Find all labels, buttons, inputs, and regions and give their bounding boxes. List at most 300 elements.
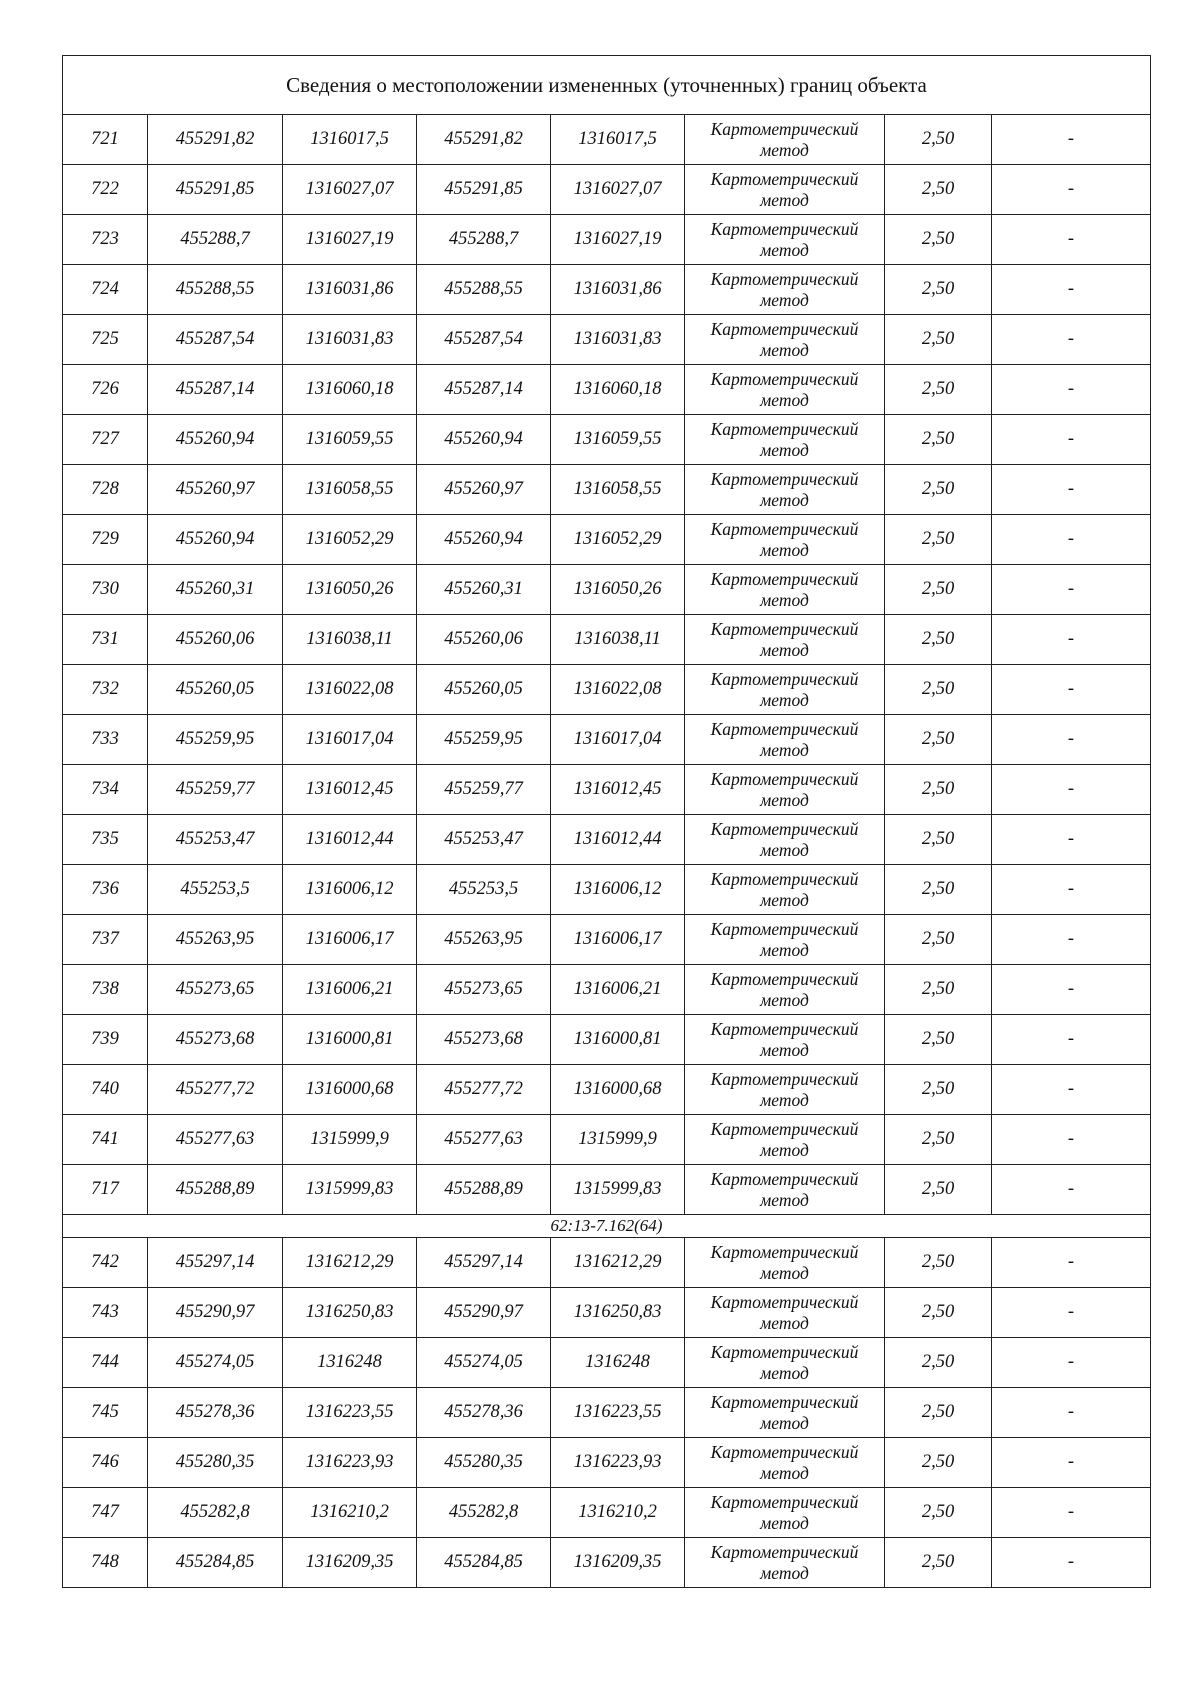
method-line-2: метод [760, 289, 809, 310]
y-new-cell: 1316027,07 [551, 165, 685, 215]
method-cell [685, 1015, 885, 1065]
y-new-cell: 1316212,29 [551, 1238, 685, 1288]
table-row [63, 615, 1151, 665]
point-number-cell: 731 [63, 615, 148, 665]
accuracy-cell: 2,50 [885, 1538, 992, 1588]
x-new-cell: 455287,14 [417, 365, 551, 415]
y-new-cell: 1315999,9 [551, 1115, 685, 1165]
table-title-row [63, 56, 1151, 115]
method-line-1: Картометрический [710, 1018, 859, 1039]
y-old-cell: 1316248 [283, 1338, 417, 1388]
x-old-cell: 455282,8 [148, 1488, 283, 1538]
method-line-2: метод [760, 839, 809, 860]
description-cell: - [992, 1165, 1151, 1215]
x-new-cell: 455288,89 [417, 1165, 551, 1215]
description-cell: - [992, 515, 1151, 565]
method-line-1: Картометрический [710, 168, 859, 189]
x-old-cell: 455297,14 [148, 1238, 283, 1288]
x-old-cell: 455290,97 [148, 1288, 283, 1338]
y-old-cell: 1316012,44 [283, 815, 417, 865]
x-new-cell: 455291,85 [417, 165, 551, 215]
accuracy-cell: 2,50 [885, 515, 992, 565]
method-line-2: метод [760, 1312, 809, 1333]
y-old-cell: 1316031,86 [283, 265, 417, 315]
method-line-1: Картометрический [710, 1291, 859, 1312]
accuracy-cell: 2,50 [885, 765, 992, 815]
x-old-cell: 455260,94 [148, 415, 283, 465]
method-cell [685, 915, 885, 965]
x-old-cell: 455278,36 [148, 1388, 283, 1438]
method-cell [685, 365, 885, 415]
section-label: 62:13-7.162(64) [63, 1215, 1151, 1238]
x-old-cell: 455287,54 [148, 315, 283, 365]
method-line-2: метод [760, 689, 809, 710]
y-new-cell: 1316012,44 [551, 815, 685, 865]
table-row [63, 1115, 1151, 1165]
method-line-1: Картометрический [710, 318, 859, 339]
y-old-cell: 1316022,08 [283, 665, 417, 715]
point-number-cell: 745 [63, 1388, 148, 1438]
point-number-cell: 746 [63, 1438, 148, 1488]
x-old-cell: 455274,05 [148, 1338, 283, 1388]
method-cell [685, 1238, 885, 1288]
method-line-1: Картометрический [710, 1541, 859, 1562]
x-old-cell: 455273,65 [148, 965, 283, 1015]
x-new-cell: 455287,54 [417, 315, 551, 365]
method-line-1: Картометрический [710, 518, 859, 539]
x-new-cell: 455260,94 [417, 515, 551, 565]
description-cell: - [992, 965, 1151, 1015]
table-row [63, 1238, 1151, 1288]
y-old-cell: 1316006,21 [283, 965, 417, 1015]
table-row [63, 265, 1151, 315]
method-line-2: метод [760, 589, 809, 610]
accuracy-cell: 2,50 [885, 1065, 992, 1115]
x-old-cell: 455259,77 [148, 765, 283, 815]
x-new-cell: 455259,95 [417, 715, 551, 765]
y-old-cell: 1316250,83 [283, 1288, 417, 1338]
table-row [63, 515, 1151, 565]
y-new-cell: 1316017,04 [551, 715, 685, 765]
x-new-cell: 455282,8 [417, 1488, 551, 1538]
x-old-cell: 455291,82 [148, 115, 283, 165]
x-new-cell: 455284,85 [417, 1538, 551, 1588]
method-line-1: Картометрический [710, 1168, 859, 1189]
method-line-2: метод [760, 1512, 809, 1533]
accuracy-cell: 2,50 [885, 915, 992, 965]
point-number-cell: 727 [63, 415, 148, 465]
table-row [63, 1438, 1151, 1488]
accuracy-cell: 2,50 [885, 1338, 992, 1388]
table-row [63, 865, 1151, 915]
x-old-cell: 455260,94 [148, 515, 283, 565]
table-row [63, 965, 1151, 1015]
method-cell [685, 765, 885, 815]
accuracy-cell: 2,50 [885, 115, 992, 165]
x-new-cell: 455290,97 [417, 1288, 551, 1338]
accuracy-cell: 2,50 [885, 315, 992, 365]
table-row [63, 1015, 1151, 1065]
y-old-cell: 1316017,04 [283, 715, 417, 765]
description-cell: - [992, 1015, 1151, 1065]
y-old-cell: 1316050,26 [283, 565, 417, 615]
y-old-cell: 1316212,29 [283, 1238, 417, 1288]
table-row [63, 915, 1151, 965]
accuracy-cell: 2,50 [885, 815, 992, 865]
y-new-cell: 1316060,18 [551, 365, 685, 415]
method-line-2: метод [760, 1562, 809, 1583]
description-cell: - [992, 765, 1151, 815]
table-row [63, 165, 1151, 215]
x-new-cell: 455291,82 [417, 115, 551, 165]
point-number-cell: 724 [63, 265, 148, 315]
description-cell: - [992, 815, 1151, 865]
description-cell: - [992, 615, 1151, 665]
accuracy-cell: 2,50 [885, 1115, 992, 1165]
method-line-2: метод [760, 539, 809, 560]
method-cell [685, 1065, 885, 1115]
description-cell: - [992, 1388, 1151, 1438]
point-number-cell: 729 [63, 515, 148, 565]
description-cell: - [992, 1538, 1151, 1588]
y-new-cell: 1316058,55 [551, 465, 685, 515]
method-line-1: Картометрический [710, 918, 859, 939]
table-row [63, 465, 1151, 515]
x-old-cell: 455260,05 [148, 665, 283, 715]
y-old-cell: 1316031,83 [283, 315, 417, 365]
method-cell [685, 1115, 885, 1165]
method-line-2: метод [760, 1039, 809, 1060]
accuracy-cell: 2,50 [885, 965, 992, 1015]
table-title: Сведения о местоположении измененных (уточненных) границ объекта [63, 56, 1151, 115]
method-line-1: Картометрический [710, 968, 859, 989]
y-old-cell: 1316006,12 [283, 865, 417, 915]
point-number-cell: 721 [63, 115, 148, 165]
x-old-cell: 455280,35 [148, 1438, 283, 1488]
table-row [63, 215, 1151, 265]
table-row [63, 1338, 1151, 1388]
method-line-2: метод [760, 1089, 809, 1110]
point-number-cell: 730 [63, 565, 148, 615]
y-new-cell: 1316000,81 [551, 1015, 685, 1065]
table-row [63, 1165, 1151, 1215]
method-cell [685, 265, 885, 315]
table-row [63, 1388, 1151, 1438]
method-cell [685, 215, 885, 265]
method-cell [685, 165, 885, 215]
y-new-cell: 1316209,35 [551, 1538, 685, 1588]
point-number-cell: 748 [63, 1538, 148, 1588]
x-old-cell: 455260,97 [148, 465, 283, 515]
method-line-2: метод [760, 1412, 809, 1433]
y-new-cell: 1316017,5 [551, 115, 685, 165]
x-old-cell: 455288,89 [148, 1165, 283, 1215]
y-old-cell: 1316006,17 [283, 915, 417, 965]
method-cell [685, 1165, 885, 1215]
x-old-cell: 455253,5 [148, 865, 283, 915]
table-row [63, 1288, 1151, 1338]
table-row [63, 765, 1151, 815]
point-number-cell: 734 [63, 765, 148, 815]
point-number-cell: 717 [63, 1165, 148, 1215]
point-number-cell: 735 [63, 815, 148, 865]
method-line-2: метод [760, 1462, 809, 1483]
method-cell [685, 1438, 885, 1488]
accuracy-cell: 2,50 [885, 1438, 992, 1488]
y-new-cell: 1316012,45 [551, 765, 685, 815]
method-cell [685, 665, 885, 715]
point-number-cell: 742 [63, 1238, 148, 1288]
method-cell [685, 965, 885, 1015]
y-old-cell: 1315999,9 [283, 1115, 417, 1165]
table-row [63, 565, 1151, 615]
y-new-cell: 1316248 [551, 1338, 685, 1388]
x-old-cell: 455263,95 [148, 915, 283, 965]
y-old-cell: 1316000,81 [283, 1015, 417, 1065]
method-cell [685, 715, 885, 765]
method-cell [685, 565, 885, 615]
point-number-cell: 736 [63, 865, 148, 915]
description-cell: - [992, 865, 1151, 915]
method-line-1: Картометрический [710, 1391, 859, 1412]
y-old-cell: 1316052,29 [283, 515, 417, 565]
accuracy-cell: 2,50 [885, 1388, 992, 1438]
accuracy-cell: 2,50 [885, 165, 992, 215]
description-cell: - [992, 1488, 1151, 1538]
table-row [63, 815, 1151, 865]
y-new-cell: 1316006,17 [551, 915, 685, 965]
method-cell [685, 465, 885, 515]
y-old-cell: 1316210,2 [283, 1488, 417, 1538]
description-cell: - [992, 665, 1151, 715]
accuracy-cell: 2,50 [885, 715, 992, 765]
point-number-cell: 723 [63, 215, 148, 265]
method-line-1: Картометрический [710, 268, 859, 289]
point-number-cell: 732 [63, 665, 148, 715]
method-line-1: Картометрический [710, 468, 859, 489]
y-new-cell: 1316031,83 [551, 315, 685, 365]
method-cell [685, 515, 885, 565]
y-new-cell: 1315999,83 [551, 1165, 685, 1215]
y-old-cell: 1316027,07 [283, 165, 417, 215]
table-row [63, 715, 1151, 765]
y-new-cell: 1316038,11 [551, 615, 685, 665]
x-old-cell: 455287,14 [148, 365, 283, 415]
method-line-2: метод [760, 1139, 809, 1160]
x-old-cell: 455277,63 [148, 1115, 283, 1165]
method-line-1: Картометрический [710, 1341, 859, 1362]
section-header-row [63, 1215, 1151, 1238]
x-new-cell: 455260,06 [417, 615, 551, 665]
method-line-2: метод [760, 439, 809, 460]
x-new-cell: 455274,05 [417, 1338, 551, 1388]
table-row [63, 115, 1151, 165]
description-cell: - [992, 165, 1151, 215]
accuracy-cell: 2,50 [885, 615, 992, 665]
point-number-cell: 722 [63, 165, 148, 215]
x-old-cell: 455277,72 [148, 1065, 283, 1115]
description-cell: - [992, 215, 1151, 265]
point-number-cell: 725 [63, 315, 148, 365]
x-new-cell: 455263,95 [417, 915, 551, 965]
accuracy-cell: 2,50 [885, 465, 992, 515]
y-new-cell: 1316027,19 [551, 215, 685, 265]
description-cell: - [992, 915, 1151, 965]
method-line-1: Картометрический [710, 1241, 859, 1262]
y-old-cell: 1316223,55 [283, 1388, 417, 1438]
x-new-cell: 455253,5 [417, 865, 551, 915]
method-line-2: метод [760, 939, 809, 960]
y-new-cell: 1316000,68 [551, 1065, 685, 1115]
table-row [63, 665, 1151, 715]
x-new-cell: 455297,14 [417, 1238, 551, 1288]
x-old-cell: 455260,31 [148, 565, 283, 615]
x-old-cell: 455291,85 [148, 165, 283, 215]
method-cell [685, 815, 885, 865]
y-old-cell: 1316058,55 [283, 465, 417, 515]
description-cell: - [992, 465, 1151, 515]
method-line-2: метод [760, 339, 809, 360]
description-cell: - [992, 1338, 1151, 1388]
method-line-1: Картометрический [710, 618, 859, 639]
method-line-2: метод [760, 189, 809, 210]
x-new-cell: 455288,55 [417, 265, 551, 315]
y-new-cell: 1316223,55 [551, 1388, 685, 1438]
y-old-cell: 1316027,19 [283, 215, 417, 265]
y-new-cell: 1316059,55 [551, 415, 685, 465]
accuracy-cell: 2,50 [885, 1288, 992, 1338]
method-cell [685, 615, 885, 665]
method-line-2: метод [760, 389, 809, 410]
x-new-cell: 455277,63 [417, 1115, 551, 1165]
point-number-cell: 741 [63, 1115, 148, 1165]
y-old-cell: 1316059,55 [283, 415, 417, 465]
y-new-cell: 1316223,93 [551, 1438, 685, 1488]
table-row [63, 415, 1151, 465]
point-number-cell: 744 [63, 1338, 148, 1388]
method-line-1: Картометрический [710, 868, 859, 889]
y-old-cell: 1316223,93 [283, 1438, 417, 1488]
x-new-cell: 455280,35 [417, 1438, 551, 1488]
method-line-1: Картометрический [710, 818, 859, 839]
method-cell [685, 1488, 885, 1538]
method-line-1: Картометрический [710, 1068, 859, 1089]
x-old-cell: 455260,06 [148, 615, 283, 665]
x-new-cell: 455253,47 [417, 815, 551, 865]
boundary-coordinates-table [62, 55, 1151, 1588]
description-cell: - [992, 115, 1151, 165]
method-line-1: Картометрический [710, 718, 859, 739]
description-cell: - [992, 565, 1151, 615]
accuracy-cell: 2,50 [885, 1238, 992, 1288]
x-new-cell: 455273,65 [417, 965, 551, 1015]
accuracy-cell: 2,50 [885, 265, 992, 315]
x-old-cell: 455284,85 [148, 1538, 283, 1588]
method-line-1: Картометрический [710, 118, 859, 139]
description-cell: - [992, 315, 1151, 365]
accuracy-cell: 2,50 [885, 865, 992, 915]
point-number-cell: 743 [63, 1288, 148, 1338]
point-number-cell: 737 [63, 915, 148, 965]
description-cell: - [992, 265, 1151, 315]
y-new-cell: 1316250,83 [551, 1288, 685, 1338]
point-number-cell: 739 [63, 1015, 148, 1065]
x-new-cell: 455260,31 [417, 565, 551, 615]
method-cell [685, 315, 885, 365]
x-new-cell: 455288,7 [417, 215, 551, 265]
method-line-2: метод [760, 889, 809, 910]
description-cell: - [992, 1438, 1151, 1488]
table-row [63, 1538, 1151, 1588]
x-new-cell: 455273,68 [417, 1015, 551, 1065]
table-row [63, 1065, 1151, 1115]
method-line-2: метод [760, 139, 809, 160]
x-new-cell: 455260,94 [417, 415, 551, 465]
y-new-cell: 1316006,12 [551, 865, 685, 915]
description-cell: - [992, 1065, 1151, 1115]
accuracy-cell: 2,50 [885, 415, 992, 465]
method-cell [685, 415, 885, 465]
method-line-1: Картометрический [710, 568, 859, 589]
description-cell: - [992, 415, 1151, 465]
x-old-cell: 455253,47 [148, 815, 283, 865]
description-cell: - [992, 715, 1151, 765]
x-new-cell: 455277,72 [417, 1065, 551, 1115]
y-new-cell: 1316052,29 [551, 515, 685, 565]
point-number-cell: 738 [63, 965, 148, 1015]
y-new-cell: 1316050,26 [551, 565, 685, 615]
method-line-1: Картометрический [710, 1491, 859, 1512]
method-line-2: метод [760, 639, 809, 660]
method-line-2: метод [760, 789, 809, 810]
method-line-2: метод [760, 1262, 809, 1283]
method-line-2: метод [760, 1189, 809, 1210]
x-new-cell: 455278,36 [417, 1388, 551, 1438]
method-line-2: метод [760, 989, 809, 1010]
y-old-cell: 1316000,68 [283, 1065, 417, 1115]
method-line-1: Картометрический [710, 418, 859, 439]
x-old-cell: 455288,7 [148, 215, 283, 265]
y-old-cell: 1315999,83 [283, 1165, 417, 1215]
accuracy-cell: 2,50 [885, 565, 992, 615]
description-cell: - [992, 365, 1151, 415]
y-old-cell: 1316012,45 [283, 765, 417, 815]
method-line-1: Картометрический [710, 768, 859, 789]
y-old-cell: 1316060,18 [283, 365, 417, 415]
x-old-cell: 455273,68 [148, 1015, 283, 1065]
method-line-1: Картометрический [710, 668, 859, 689]
method-cell [685, 1538, 885, 1588]
method-cell [685, 1388, 885, 1438]
y-new-cell: 1316006,21 [551, 965, 685, 1015]
x-new-cell: 455260,97 [417, 465, 551, 515]
method-cell [685, 115, 885, 165]
y-old-cell: 1316209,35 [283, 1538, 417, 1588]
description-cell: - [992, 1288, 1151, 1338]
x-old-cell: 455259,95 [148, 715, 283, 765]
y-old-cell: 1316017,5 [283, 115, 417, 165]
point-number-cell: 747 [63, 1488, 148, 1538]
table-row [63, 1488, 1151, 1538]
description-cell: - [992, 1115, 1151, 1165]
point-number-cell: 733 [63, 715, 148, 765]
description-cell: - [992, 1238, 1151, 1288]
x-new-cell: 455260,05 [417, 665, 551, 715]
accuracy-cell: 2,50 [885, 365, 992, 415]
accuracy-cell: 2,50 [885, 665, 992, 715]
y-new-cell: 1316022,08 [551, 665, 685, 715]
accuracy-cell: 2,50 [885, 1015, 992, 1065]
